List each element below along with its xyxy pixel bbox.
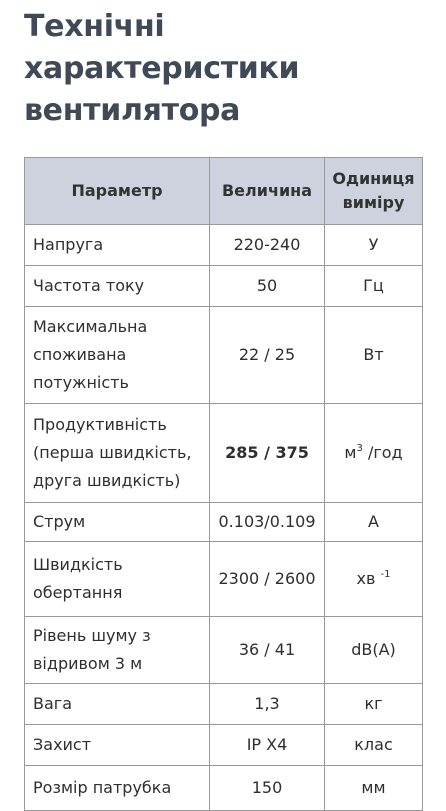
table-row: [25, 266, 423, 307]
row-parameter: Напруга: [25, 225, 210, 266]
table-row: [25, 542, 423, 617]
row-parameter: Розмір патрубка: [25, 766, 210, 811]
row-unit: Гц: [325, 266, 423, 307]
unit-superscript: -1: [380, 569, 391, 580]
row-unit: У: [325, 225, 423, 266]
row-value: 220-240: [210, 225, 325, 266]
row-parameter: Продуктивність (перша швидкість, друга швидкість): [25, 404, 210, 503]
unit-base: хв: [356, 569, 376, 588]
header-parameter: Параметр: [25, 158, 210, 225]
row-parameter: Вага: [25, 684, 210, 725]
row-value: IP X4: [210, 725, 325, 766]
row-unit: Вт: [325, 307, 423, 404]
table-row: [25, 404, 423, 503]
row-parameter: Швидкість обертання: [25, 542, 210, 617]
row-value: 285 / 375: [210, 404, 325, 503]
header-unit: Одиниця виміру: [325, 158, 423, 225]
table-row: [25, 766, 423, 811]
page-title: Технічні характеристики вентилятора: [24, 9, 300, 128]
row-unit: кг: [325, 684, 423, 725]
table-row: [25, 725, 423, 766]
row-parameter: Частота току: [25, 266, 210, 307]
table-header-row: [25, 158, 423, 225]
row-value: 50: [210, 266, 325, 307]
row-unit: dB(A): [325, 617, 423, 684]
row-parameter: Захист: [25, 725, 210, 766]
table-row: [25, 503, 423, 542]
table-row: [25, 307, 423, 404]
row-value: 2300 / 2600: [210, 542, 325, 617]
row-value: 0.103/0.109: [210, 503, 325, 542]
row-unit: мм: [325, 766, 423, 811]
row-value: 36 / 41: [210, 617, 325, 684]
unit-superscript: 3: [356, 443, 363, 454]
row-value: 1,3: [210, 684, 325, 725]
unit-tail: /год: [362, 443, 403, 462]
row-value: 22 / 25: [210, 307, 325, 404]
table-row: [25, 684, 423, 725]
row-value: 150: [210, 766, 325, 811]
row-unit: клас: [325, 725, 423, 766]
row-parameter: Рівень шуму з відривом 3 м: [25, 617, 210, 684]
specs-table: [24, 157, 423, 811]
row-parameter: Максимальна споживана потужність: [25, 307, 210, 404]
header-value: Величина: [210, 158, 325, 225]
table-row: [25, 225, 423, 266]
row-parameter: Струм: [25, 503, 210, 542]
table-row: [25, 617, 423, 684]
unit-base: м: [344, 443, 357, 462]
row-unit: А: [325, 503, 423, 542]
row-unit: [325, 404, 423, 503]
row-unit: [325, 542, 423, 617]
